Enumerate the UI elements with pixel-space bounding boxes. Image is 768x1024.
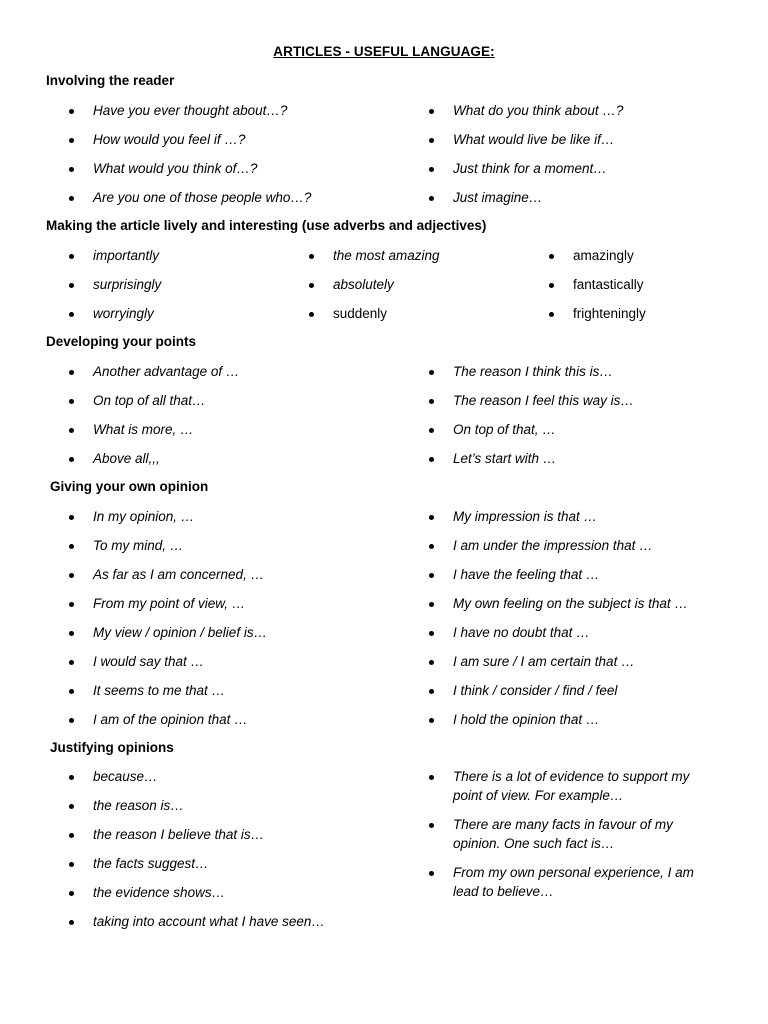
list-item: What do you think about …? xyxy=(453,103,624,118)
bullet xyxy=(69,544,74,549)
bullet xyxy=(69,573,74,578)
list-item: worryingly xyxy=(93,306,154,321)
list-item: My impression is that … xyxy=(453,509,598,524)
list-item: I am of the opinion that … xyxy=(93,712,248,727)
list-item: On top of that, … xyxy=(453,422,556,437)
bullet xyxy=(69,804,74,809)
bullet xyxy=(429,370,434,375)
bullet xyxy=(69,862,74,867)
bullet xyxy=(69,196,74,201)
list-item: the evidence shows… xyxy=(93,885,226,900)
list-item: suddenly xyxy=(333,306,388,321)
list-item: There are many facts in favour of my opinion. One such fact is… xyxy=(453,817,673,851)
list-item: I think / consider / find / feel xyxy=(453,683,618,698)
bullet xyxy=(69,167,74,172)
bullet xyxy=(69,660,74,665)
bullet xyxy=(309,254,314,259)
bullet xyxy=(69,833,74,838)
bullet xyxy=(69,399,74,404)
section-heading-developing-points: Developing your points xyxy=(46,334,197,349)
list-item: As far as I am concerned, … xyxy=(93,567,265,582)
list-item: What would live be like if… xyxy=(453,132,615,147)
list-item: fantastically xyxy=(573,277,644,292)
list-item: Let’s start with … xyxy=(453,451,557,466)
list-item: Just imagine… xyxy=(453,190,543,205)
page-title: ARTICLES - USEFUL LANGUAGE: xyxy=(273,44,495,59)
section-heading-involving-reader: Involving the reader xyxy=(46,73,175,88)
bullet xyxy=(69,428,74,433)
list-item: How would you feel if …? xyxy=(93,132,246,147)
bullet xyxy=(429,167,434,172)
bullet xyxy=(429,718,434,723)
bullet xyxy=(549,312,554,317)
bullet xyxy=(69,602,74,607)
list-item: the most amazing xyxy=(333,248,440,263)
bullet xyxy=(429,871,434,876)
list-item: In my opinion, … xyxy=(93,509,195,524)
list-item: What would you think of…? xyxy=(93,161,258,176)
bullet xyxy=(429,515,434,520)
bullet xyxy=(309,283,314,288)
bullet xyxy=(69,515,74,520)
bullet xyxy=(429,399,434,404)
bullet xyxy=(69,891,74,896)
bullet xyxy=(429,196,434,201)
list-item: I have the feeling that … xyxy=(453,567,600,582)
list-item: Just think for a moment… xyxy=(453,161,607,176)
bullet xyxy=(69,718,74,723)
bullet xyxy=(549,254,554,259)
list-item: the reason I believe that is… xyxy=(93,827,265,842)
section-heading-lively-interesting: Making the article lively and interesting (use adverbs and adjectives) xyxy=(46,218,487,233)
list-item: On top of all that… xyxy=(93,393,206,408)
list-item: Another advantage of … xyxy=(93,364,240,379)
bullet xyxy=(429,457,434,462)
list-item: I would say that … xyxy=(93,654,205,669)
section-heading-justifying-opinions: Justifying opinions xyxy=(50,740,174,755)
bullet xyxy=(429,631,434,636)
bullet xyxy=(429,689,434,694)
bullet xyxy=(309,312,314,317)
list-item: What is more, … xyxy=(93,422,194,437)
list-item: the reason is… xyxy=(93,798,184,813)
list-item: the facts suggest… xyxy=(93,856,209,871)
list-item: amazingly xyxy=(573,248,634,263)
bullet xyxy=(69,312,74,317)
bullet xyxy=(69,283,74,288)
list-item: The reason I feel this way is… xyxy=(453,393,634,408)
bullet xyxy=(69,689,74,694)
list-item: absolutely xyxy=(333,277,394,292)
list-item: I am under the impression that … xyxy=(453,538,653,553)
list-item: To my mind, … xyxy=(93,538,184,553)
bullet xyxy=(429,428,434,433)
bullet xyxy=(69,631,74,636)
bullet xyxy=(429,602,434,607)
bullet xyxy=(69,254,74,259)
list-item: Are you one of those people who…? xyxy=(93,190,312,205)
list-item: From my point of view, … xyxy=(93,596,246,611)
bullet xyxy=(429,109,434,114)
list-item: Above all,,, xyxy=(93,451,160,466)
list-item: frighteningly xyxy=(573,306,646,321)
bullet xyxy=(69,370,74,375)
bullet xyxy=(429,823,434,828)
bullet xyxy=(69,109,74,114)
bullet xyxy=(429,660,434,665)
bullet xyxy=(69,138,74,143)
list-item: I have no doubt that … xyxy=(453,625,590,640)
list-item: surprisingly xyxy=(93,277,162,292)
bullet xyxy=(429,544,434,549)
list-item: taking into account what I have seen… xyxy=(93,914,325,929)
list-item: There is a lot of evidence to support my point of view. For example… xyxy=(453,769,690,803)
list-item: importantly xyxy=(93,248,160,263)
bullet xyxy=(429,573,434,578)
list-item: From my own personal experience, I am lead to believe… xyxy=(453,865,694,899)
bullet xyxy=(69,457,74,462)
bullet xyxy=(429,775,434,780)
list-item: My own feeling on the subject is that … xyxy=(453,596,688,611)
section-heading-own-opinion: Giving your own opinion xyxy=(50,479,209,494)
list-item: I hold the opinion that … xyxy=(453,712,600,727)
list-item: My view / opinion / belief is… xyxy=(93,625,268,640)
list-item: because… xyxy=(93,769,158,784)
list-item: It seems to me that … xyxy=(93,683,226,698)
bullet xyxy=(549,283,554,288)
bullet xyxy=(69,775,74,780)
bullet xyxy=(429,138,434,143)
list-item: I am sure / I am certain that … xyxy=(453,654,635,669)
list-item: Have you ever thought about…? xyxy=(93,103,288,118)
bullet xyxy=(69,920,74,925)
list-item: The reason I think this is… xyxy=(453,364,613,379)
